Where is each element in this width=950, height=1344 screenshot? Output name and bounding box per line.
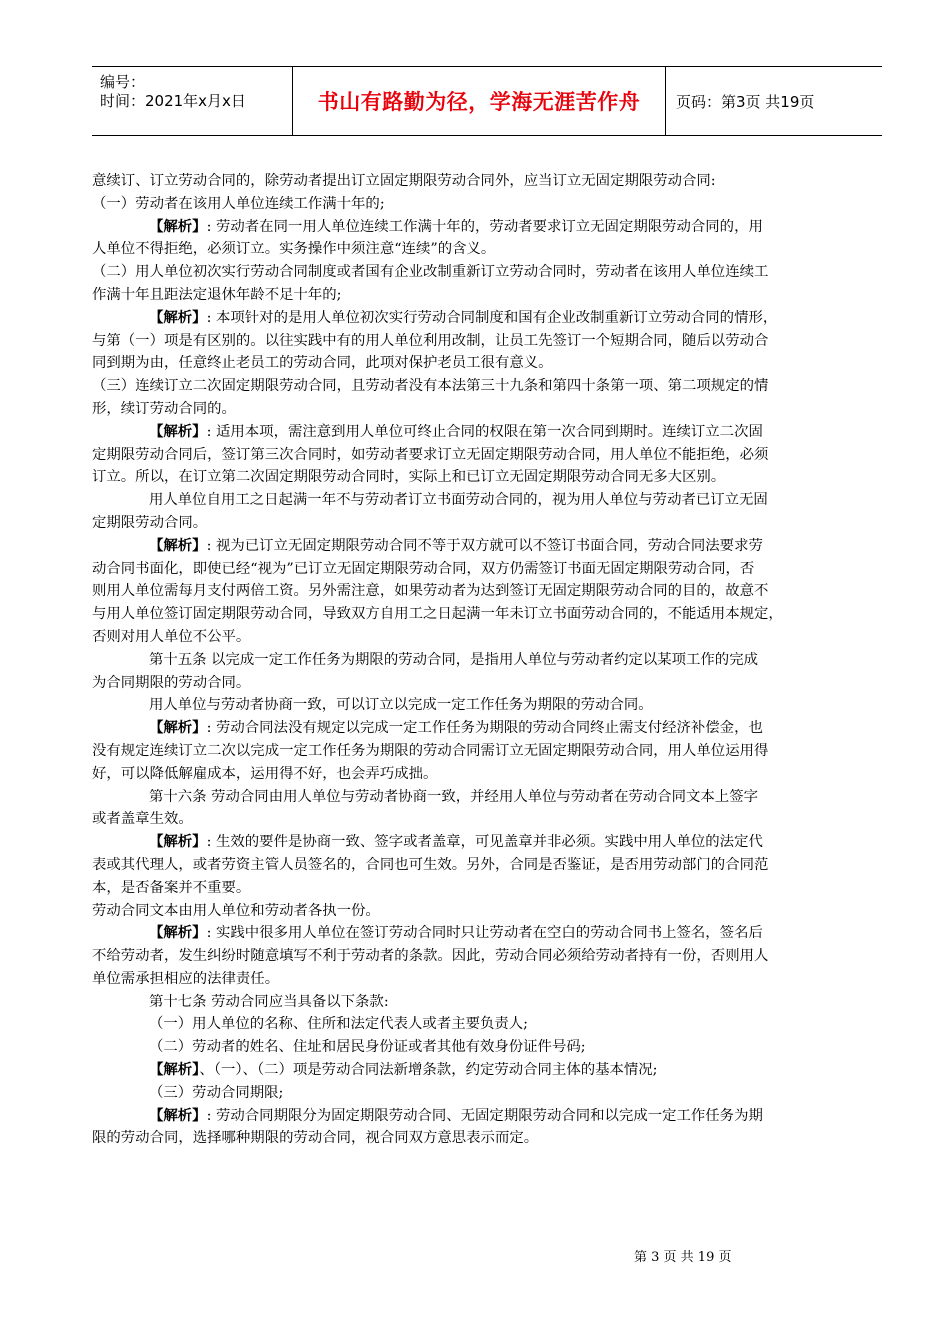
paragraph: 或者盖章生效。	[92, 811, 193, 828]
analysis-paragraph: 【解析】: 劳动合同期限分为固定期限劳动合同、无固定期限劳动合同和以完成一定工作任务为期	[149, 1106, 763, 1124]
paragraph: 则用人单位需每月支付两倍工资。另外需注意，如果劳动者为达到签订无固定期限劳动合同的目的，故意不	[92, 583, 769, 600]
analysis-paragraph: 【解析】: 生效的要件是协商一致、签字或者盖章，可见盖章并非必须。实践中用人单位的法定代	[149, 833, 763, 851]
paragraph: 用人单位自用工之日起满一年不与劳动者订立书面劳动合同的，视为用人单位与劳动者已订立无固	[149, 492, 768, 509]
document-body	[92, 170, 882, 1150]
paragraph: 本，是否备案并不重要。	[92, 879, 251, 896]
article-paragraph: 第十七条 劳动合同应当具备以下条款:	[149, 993, 389, 1010]
paragraph: （二）劳动者的姓名、住址和居民身份证或者其他有效身份证件号码;	[149, 1039, 586, 1056]
paragraph: 不给劳动者，发生纠纷时随意填写不利于劳动者的条款。因此，劳动合同必须给劳动者持有一份，否则用人	[92, 948, 769, 965]
serial-label: 编号：	[100, 73, 146, 91]
analysis-paragraph: 【解析】: 劳动合同法没有规定以完成一定工作任务为期限的劳动合同终止需支付经济补偿金，也	[149, 719, 763, 737]
analysis-paragraph: 【解析】: 实践中很多用人单位在签订劳动合同时只让劳动者在空白的劳动合同书上签名，签名后	[149, 924, 763, 942]
paragraph: 同到期为由，任意终止老员工的劳动合同，此项对保护老员工很有意义。	[92, 355, 553, 372]
header-page-cell	[666, 67, 882, 135]
paragraph: 与第（一）项是有区别的。以往实践中有的用人单位利用改制，让员工先签订一个短期合同，随后以劳动合	[92, 332, 769, 349]
paragraph: 没有规定连续订立二次以完成一定工作任务为期限的劳动合同需订立无固定期限劳动合同，用人单位运用得	[92, 742, 769, 759]
paragraph: 定期限劳动合同。	[92, 514, 208, 531]
analysis-paragraph: 【解析】: 劳动者在同一用人单位连续工作满十年的，劳动者要求订立无固定期限劳动合同的，用	[149, 217, 763, 235]
header-page-label: 页码：第3页 共19页	[676, 92, 815, 111]
analysis-paragraph: 【解析】: 适用本项，需注意到用人单位可终止合同的权限在第一次合同到期时。连续订立二次固	[149, 422, 763, 440]
article-paragraph: 第十五条 以完成一定工作任务为期限的劳动合同，是指用人单位与劳动者约定以某项工作的完成	[149, 651, 758, 668]
header-motto: 书山有路勤为径，学海无涯苦作舟	[317, 90, 641, 114]
paragraph: 形，续订劳动合同的。	[92, 400, 236, 417]
paragraph: 限的劳动合同，选择哪种期限的劳动合同，视合同双方意思表示而定。	[92, 1130, 539, 1147]
paragraph: 与用人单位签订固定期限劳动合同，导致双方自用工之日起满一年未订立书面劳动合同的，不能适用本规定，	[92, 606, 783, 623]
paragraph: 动合同书面化，即使已经“视为”已订立无固定期限劳动合同，双方仍需签订书面无固定期限劳动合同，否	[92, 560, 755, 577]
paragraph: 定期限劳动合同后，签订第三次合同时，如劳动者要求订立无固定期限劳动合同，用人单位不能拒绝，必须	[92, 446, 769, 463]
paragraph: 用人单位与劳动者协商一致，可以订立以完成一定工作任务为期限的劳动合同。	[149, 697, 653, 714]
page-header	[92, 66, 882, 136]
article-paragraph: 第十六条 劳动合同由用人单位与劳动者协商一致，并经用人单位与劳动者在劳动合同文本上签字	[149, 788, 758, 805]
paragraph: 否则对用人单位不公平。	[92, 628, 251, 645]
paragraph: （三）连续订立二次固定期限劳动合同，且劳动者没有本法第三十九条和第四十条第一项、第二项规定的情	[92, 378, 769, 395]
analysis-paragraph: 【解析】、（一）、（二）项是劳动合同法新增条款，约定劳动合同主体的基本情况;	[149, 1061, 658, 1079]
paragraph: 意续订、订立劳动合同的，除劳动者提出订立固定期限劳动合同外，应当订立无固定期限劳动合同:	[92, 173, 716, 189]
paragraph: 劳动合同文本由用人单位和劳动者各执一份。	[92, 902, 380, 919]
header-meta	[92, 67, 292, 135]
paragraph: 单位需承担相应的法律责任。	[92, 970, 280, 987]
header-motto-cell	[292, 67, 666, 135]
paragraph: 为合同期限的劳动合同。	[92, 674, 251, 691]
analysis-paragraph: 【解析】: 视为已订立无固定期限劳动合同不等于双方就可以不签订书面合同，劳动合同法要求劳	[149, 536, 763, 554]
paragraph: 好，可以降低解雇成本，运用得不好，也会弄巧成拙。	[92, 765, 438, 782]
paragraph: 表或其代理人，或者劳资主管人员签名的，合同也可生效。另外，合同是否鉴证，是否用劳动部门的合同范	[92, 856, 769, 873]
paragraph: 订立。所以，在订立第二次固定期限劳动合同时，实际上和已订立无固定期限劳动合同无多大区别。	[92, 469, 726, 486]
analysis-paragraph: 【解析】: 本项针对的是用人单位初次实行劳动合同制度和国有企业改制重新订立劳动合同的情形，	[149, 308, 778, 326]
paragraph: （一）用人单位的名称、住所和法定代表人或者主要负责人;	[149, 1016, 529, 1033]
paragraph: 作满十年且距法定退休年龄不足十年的;	[92, 286, 342, 303]
footer-page-number: 第 3 页 共 19 页	[634, 1250, 732, 1265]
time-label: 时间：2021年x月x日	[100, 92, 246, 110]
paragraph: （二）用人单位初次实行劳动合同制度或者国有企业改制重新订立劳动合同时，劳动者在该用人单位连续工	[92, 264, 769, 281]
paragraph: 人单位不得拒绝，必须订立。实务操作中须注意“连续”的含义。	[92, 241, 496, 258]
paragraph: （一）劳动者在该用人单位连续工作满十年的;	[92, 195, 385, 212]
paragraph: （三）劳动合同期限;	[149, 1084, 284, 1101]
